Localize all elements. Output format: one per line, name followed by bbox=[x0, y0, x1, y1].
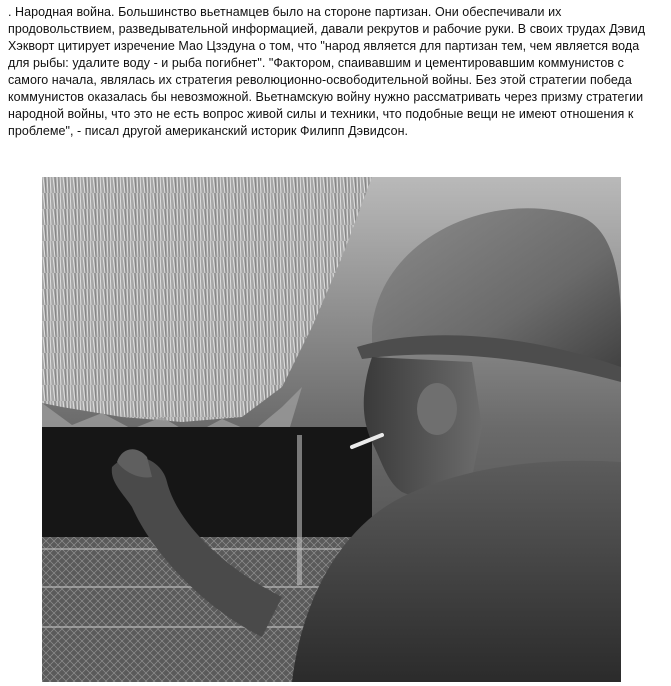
soldier-photo bbox=[42, 177, 621, 682]
article-paragraph: . Народная война. Большинство вьетнамцев было на стороне партизан. Они обеспечивали их продовольствием, разведывательной информацией, давали рекрутов и рабочие руки. В своих трудах Дэвид Хэкворт цитирует изречение Мао Цзэдуна о том, что "народ является для партизан тем, чем является вода для рыбы: удалите воду - и рыба погибнет". "Фактором, спаивавшим и цементировавшим коммунистов с самого начала, являлась их стратегия революционно-освободительной войны. Без этой стратегии победа коммунистов оказалась бы невозможной. Вьетнамскую войну нужно рассматривать через призму стратегии народной войны, что это не есть вопрос живой силы и техники, что подобные вещи не имеют отношения к проблеме", - писал другой американский историк Филипп Дэвидсон. bbox=[8, 5, 646, 138]
